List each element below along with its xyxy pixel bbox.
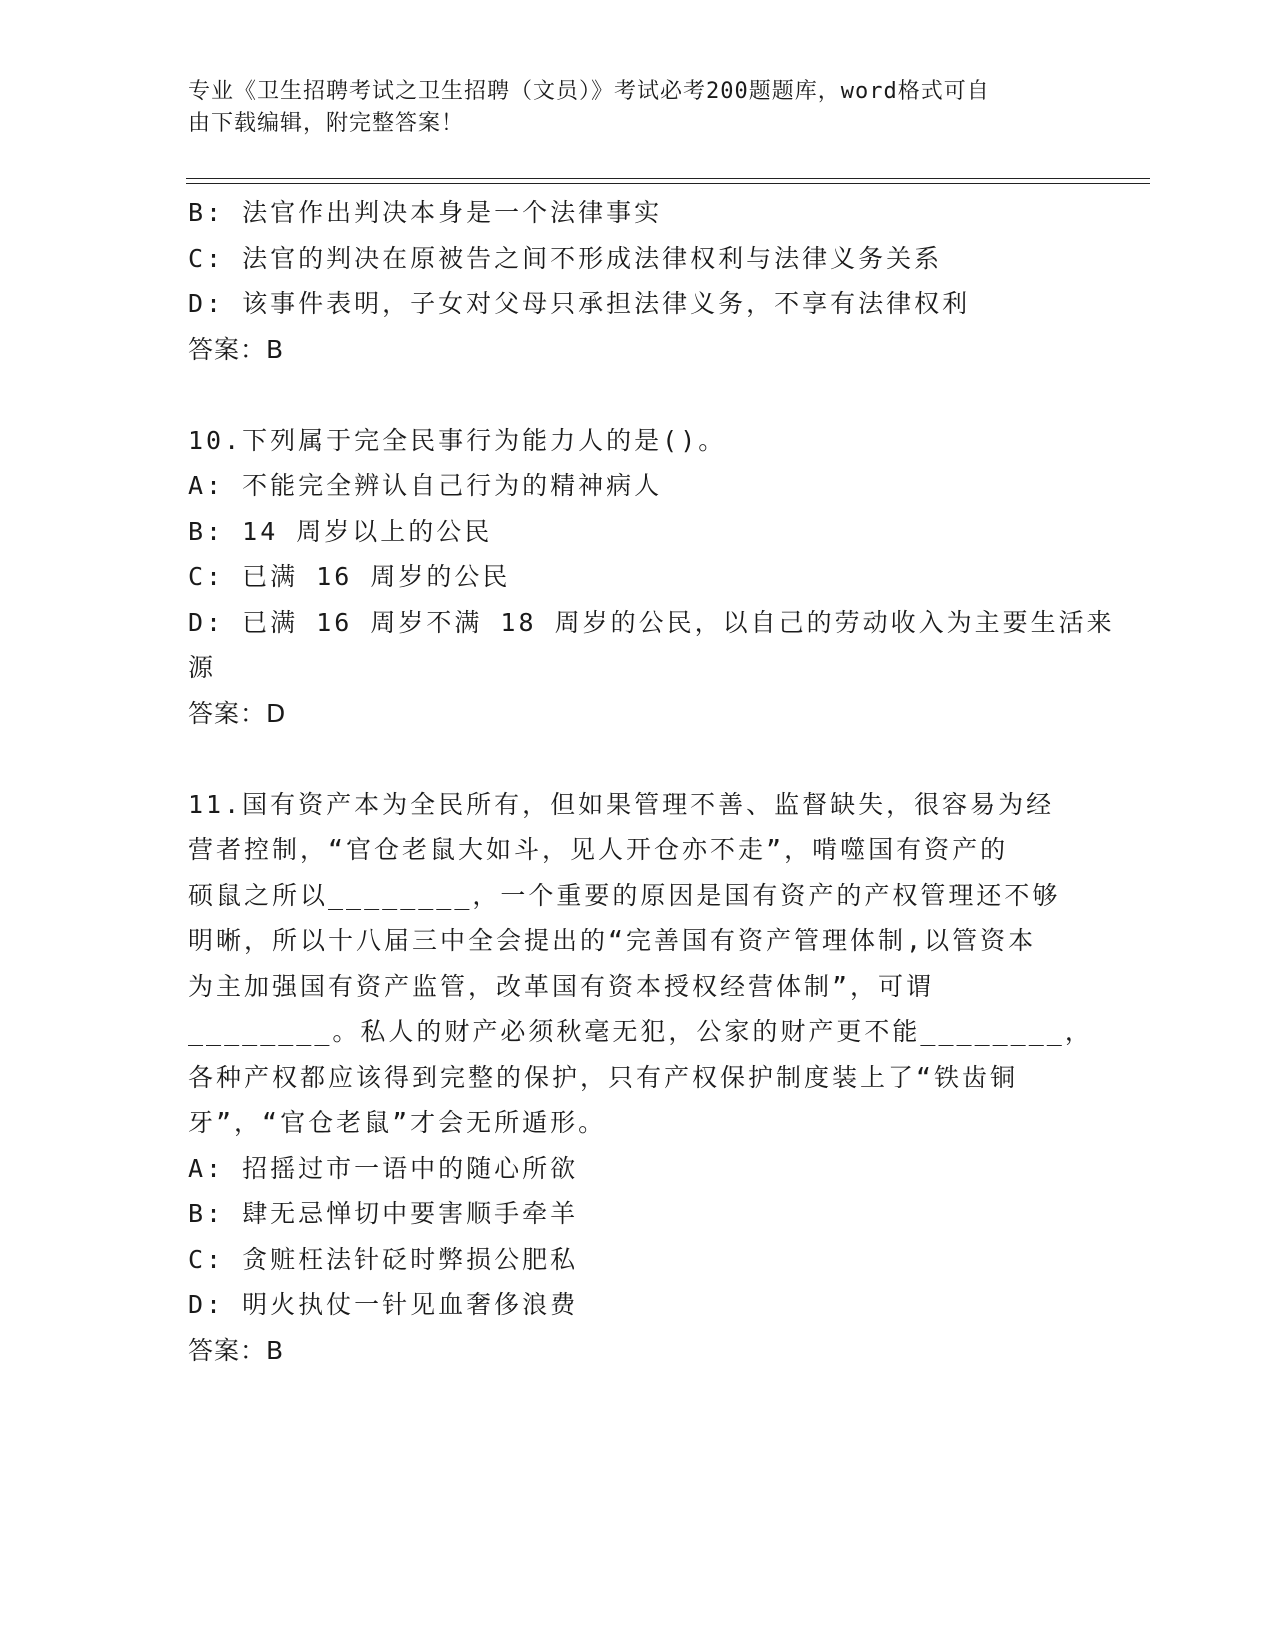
question-stem: 10.下列属于完全民事行为能力人的是()。: [188, 425, 727, 455]
question-10: [188, 418, 1115, 737]
question-stem-line: 为主加强国有资产监管，改革国有资本授权经营体制”，可谓: [188, 971, 935, 1001]
question-stem-line: 硕鼠之所以________，一个重要的原因是国有资产的产权管理还不够: [188, 880, 1061, 910]
answer-label: 答案：B: [188, 1335, 285, 1365]
question-stem-line: ________。私人的财产必须秋毫无犯，公家的财产更不能________，: [188, 1017, 1093, 1046]
answer-label: 答案：B: [188, 334, 285, 364]
header-divider-bottom: [186, 183, 1150, 184]
option-d: D: 该事件表明，子女对父母只承担法律义务，不享有法律权利: [188, 289, 971, 318]
option-b: B: 法官作出判决本身是一个法律事实: [188, 198, 663, 227]
option-c: C: 贪赃枉法针砭时弊损公肥私: [188, 1244, 579, 1274]
question-stem-line: 牙”，“官仓老鼠”才会无所遁形。: [188, 1108, 607, 1137]
option-c: C: 法官的判决在原被告之间不形成法律权利与法律义务关系: [188, 243, 943, 273]
spacer: [188, 372, 1078, 418]
question-11: [188, 782, 1093, 1374]
option-b: B: 14 周岁以上的公民: [188, 516, 493, 546]
previous-question-tail: [188, 190, 1078, 372]
option-b: B: 肆无忌惮切中要害顺手牵羊: [188, 1199, 579, 1228]
option-a: A: 不能完全辨认自己行为的精神病人: [188, 471, 663, 500]
document-header: [188, 76, 1068, 140]
question-stem-line: 11.国有资产本为全民所有，但如果管理不善、监督缺失，很容易为经: [188, 789, 1055, 819]
question-content: [188, 190, 1115, 1373]
header-line-2: 由下载编辑，附完整答案！: [188, 111, 465, 136]
question-stem-line: 营者控制，“官仓老鼠大如斗，见人开仓亦不走”，啃噬国有资产的: [188, 835, 1009, 864]
option-a: A: 招摇过市一语中的随心所欲: [188, 1153, 579, 1183]
question-stem-line: 明晰，所以十八届三中全会提出的“完善国有资产管理体制,以管资本: [188, 926, 1037, 955]
option-c: C: 已满 16 周岁的公民: [188, 562, 511, 591]
question-stem-line: 各种产权都应该得到完整的保护，只有产权保护制度装上了“铁齿铜: [188, 1062, 1019, 1092]
answer-label: 答案：D: [188, 698, 287, 728]
option-d-continuation: 源: [188, 653, 217, 682]
header-divider-top: [186, 178, 1150, 179]
header-line-1: 专业《卫生招聘考试之卫生招聘（文员）》考试必考200题题库，word格式可自: [188, 79, 990, 104]
spacer: [188, 736, 1078, 782]
option-d: D: 已满 16 周岁不满 18 周岁的公民，以自己的劳动收入为主要生活来: [188, 607, 1115, 637]
option-d: D: 明火执仗一针见血奢侈浪费: [188, 1290, 579, 1319]
